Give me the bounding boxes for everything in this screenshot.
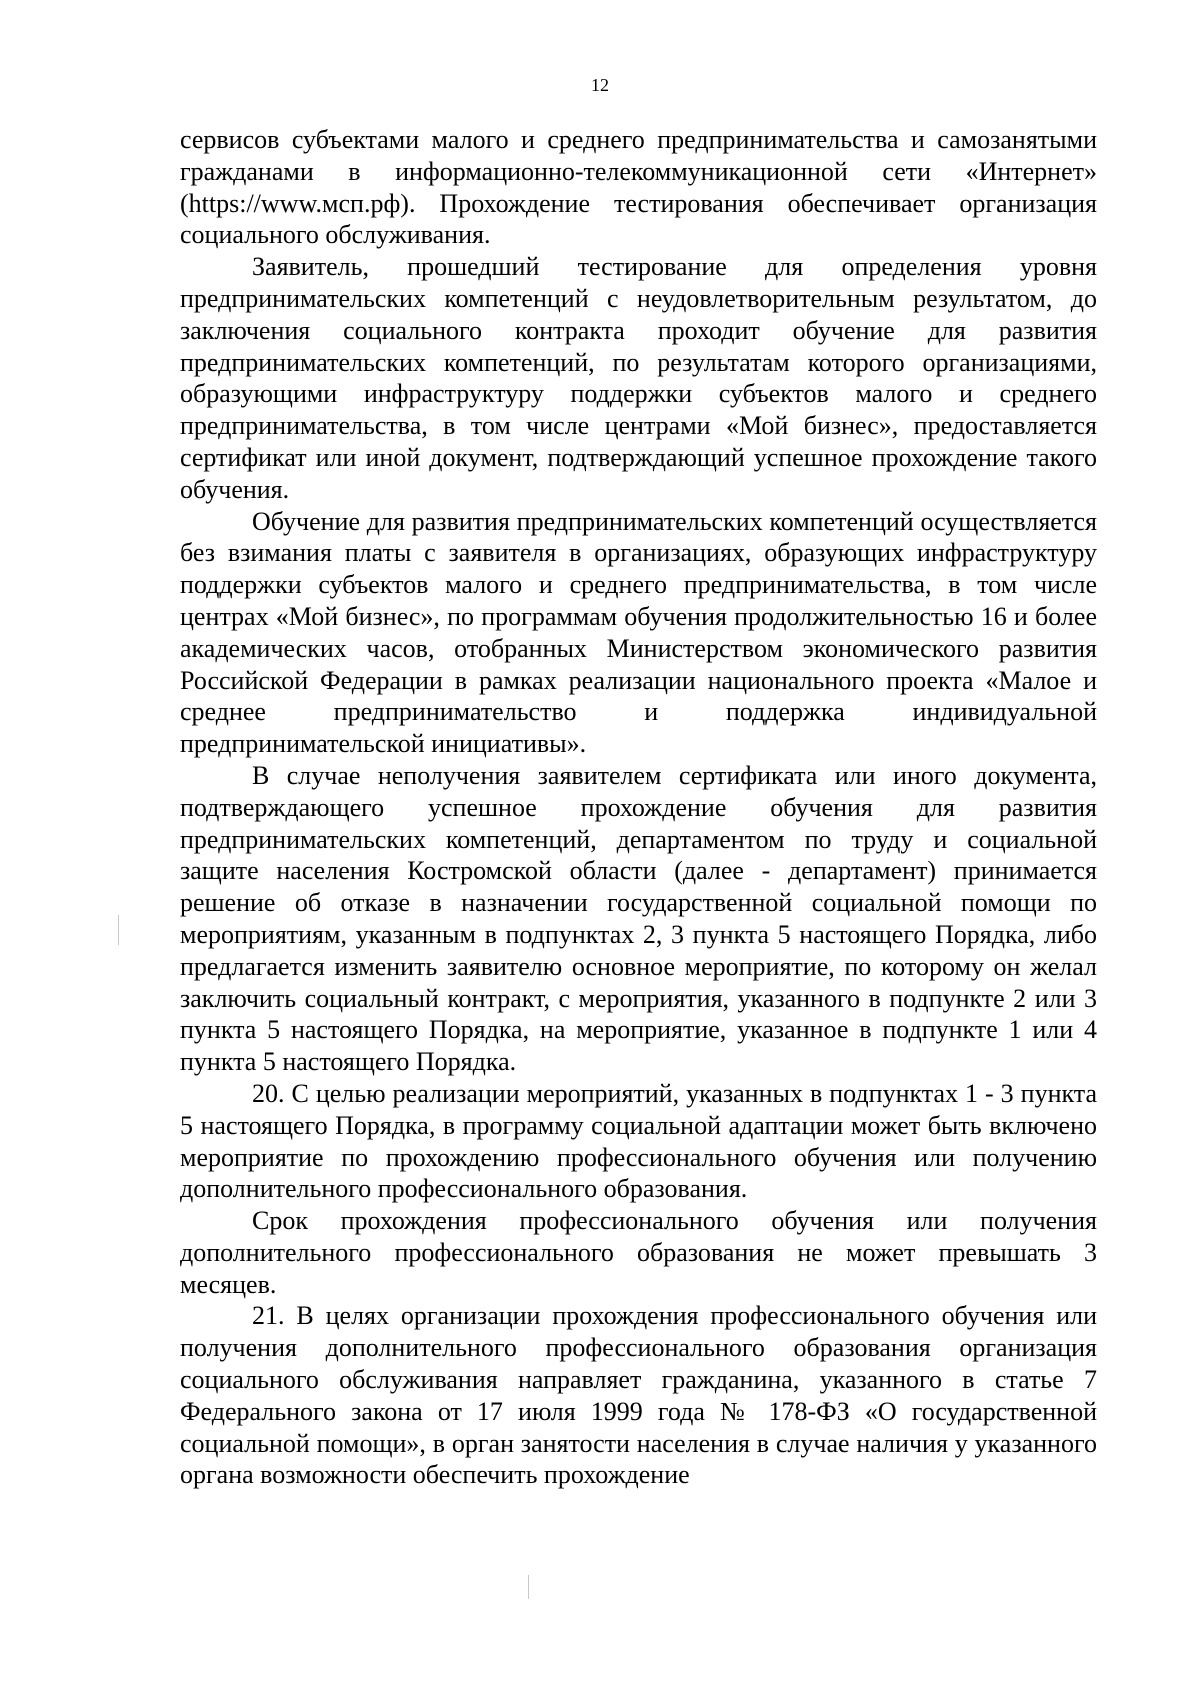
- paragraph-training-terms: Обучение для развития предпринимательских компетенций осуществляется без взимания платы с заявителя в организациях, образующих инфраструктуру поддержки субъектов малого и среднего предпринимательства, в том числе центрах «Мой бизнес», по программам обучения продолжительностью 16 и более академических часов, отобранных Министерством экономического развития Российской Федерации в рамках реализации национального проекта «Малое и среднее предпринимательство и поддержка индивидуальной предпринимательской инициативы».: [180, 506, 1097, 759]
- paragraph-clause-20: 20. С целью реализации мероприятий, указанных в подпунктах 1 - 3 пункта 5 настоящего Порядка, в программу социальной адаптации может быть включено мероприятие по прохождению профессионального обучения или получению дополнительного профессионального образования.: [180, 1078, 1097, 1204]
- scan-artifact-left: [118, 915, 119, 945]
- paragraph-continuation: сервисов субъектами малого и среднего предпринимательства и самозанятыми гражданами в информационно-телекоммуникационной сети «Интернет» (https://www.мсп.рф). Прохождение тестирования обеспечивает организация социального обслуживания.: [180, 125, 1097, 250]
- document-body: [180, 124, 1097, 1491]
- paragraph-applicant-training: Заявитель, прошедший тестирование для определения уровня предпринимательских компетенций с неудовлетворительным результатом, до заключения социального контракта проходит обучение для развития предпринимательских компетенций, по результатам которого организациями, образующими инфраструктуру поддержки субъектов малого и среднего предпринимательства, в том числе центрами «Мой бизнес», предоставляется сертификат или иной документ, подтверждающий успешное прохождение такого обучения.: [180, 252, 1097, 504]
- paragraph-refusal: В случае неполучения заявителем сертификата или иного документа, подтверждающего успешное прохождение обучения для развития предпринимательских компетенций, департаментом по труду и социальной защите населения Костромской области (далее - департамент) принимается решение об отказе в назначении государственной социальной помощи по мероприятиям, указанным в подпунктах 2, 3 пункта 5 настоящего Порядка, либо предлагается изменить заявителю основное мероприятие, по которому он желал заключить социальный контракт, с мероприятия, указанного в подпункте 2 или 3 пункта 5 настоящего Порядка, на мероприятие, указанное в подпункте 1 или 4 пункта 5 настоящего Порядка.: [180, 760, 1097, 1077]
- page-number: 12: [591, 75, 609, 95]
- scan-artifact-bottom: [528, 1575, 529, 1599]
- paragraph-training-duration: Срок прохождения профессионального обучения или получения дополнительного профессионального образования не может превышать 3 месяцев.: [180, 1206, 1097, 1299]
- paragraph-clause-21: 21. В целях организации прохождения профессионального обучения или получения дополнительного профессионального образования организация социального обслуживания направляет гражданина, указанного в статье 7 Федерального закона от 17 июля 1999 года № 178-ФЗ «О государственной социальной помощи», в орган занятости населения в случае наличия у указанного органа возможности обеспечить прохождение: [180, 1301, 1097, 1490]
